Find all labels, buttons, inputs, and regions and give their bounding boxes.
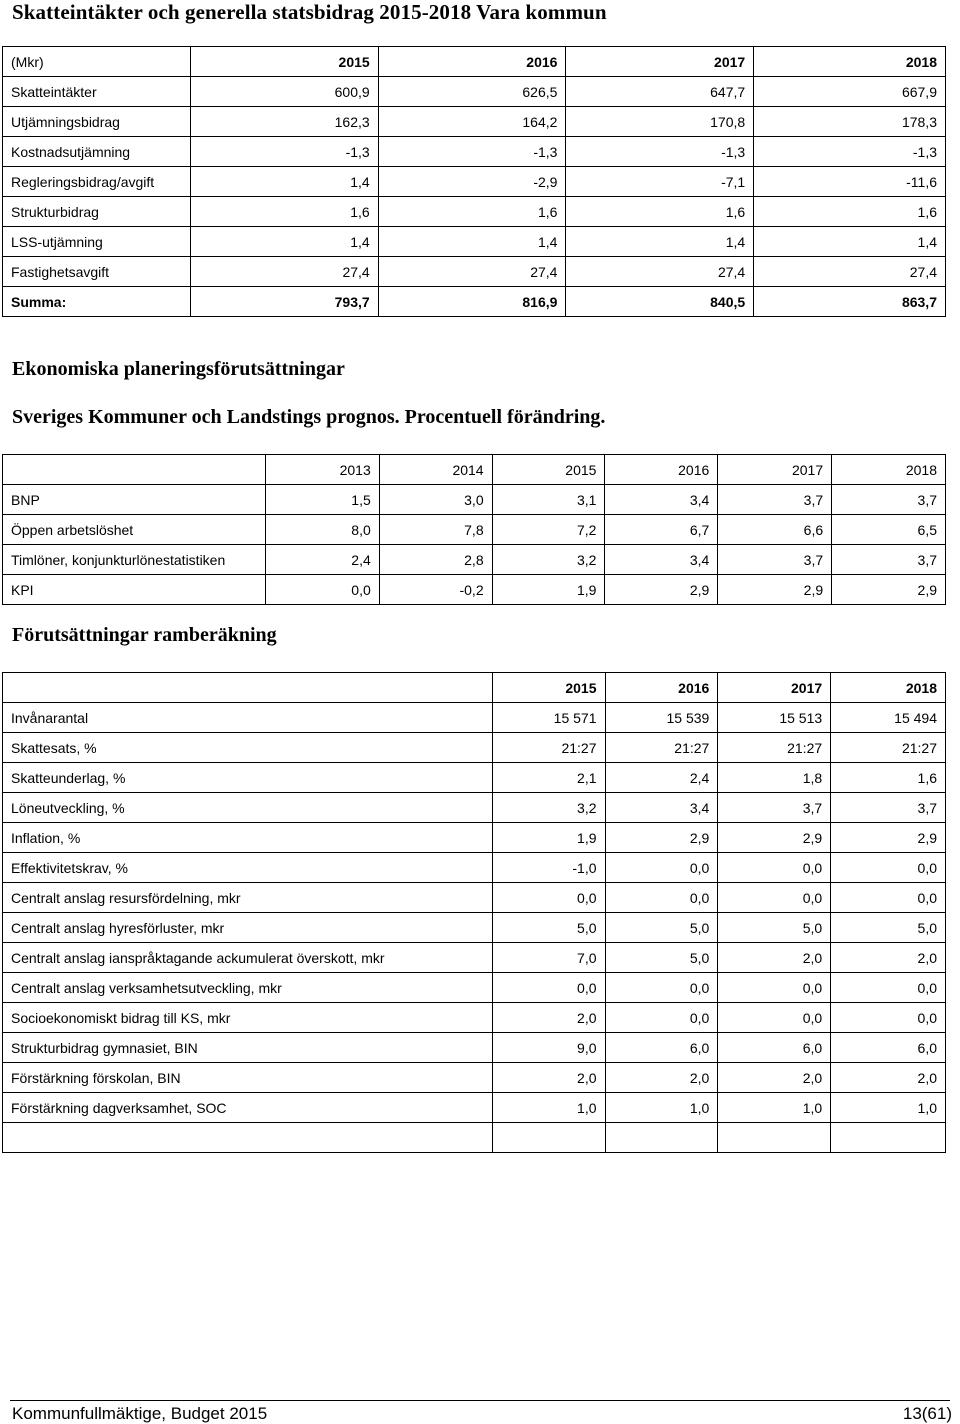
table-cell: 5,0 bbox=[718, 913, 831, 943]
table-cell: 2,4 bbox=[265, 545, 379, 575]
table-cell: 2,0 bbox=[492, 1003, 605, 1033]
table-cell: 3,0 bbox=[379, 485, 492, 515]
table-header-row bbox=[3, 673, 946, 703]
table-cell: 2,0 bbox=[718, 943, 831, 973]
row-label: Centralt anslag resursfördelning, mkr bbox=[3, 883, 493, 913]
frame-assumptions-table bbox=[2, 672, 946, 1153]
row-label: Utjämningsbidrag bbox=[3, 107, 191, 137]
table-cell: 1,9 bbox=[492, 575, 605, 605]
footer-document-name: Kommunfullmäktige, Budget 2015 bbox=[12, 1404, 268, 1423]
table-cell: 2,0 bbox=[718, 1063, 831, 1093]
table-cell: 27,4 bbox=[566, 257, 754, 287]
table-cell: 2018 bbox=[831, 673, 946, 703]
row-label: Invånarantal bbox=[3, 703, 493, 733]
table-cell: 3,4 bbox=[605, 793, 718, 823]
table-cell: -1,3 bbox=[754, 137, 946, 167]
row-label: Regleringsbidrag/avgift bbox=[3, 167, 191, 197]
empty-cell bbox=[492, 1123, 605, 1153]
table-cell: 27,4 bbox=[754, 257, 946, 287]
table-row bbox=[3, 227, 946, 257]
table-cell: 2015 bbox=[190, 47, 378, 77]
row-label: LSS-utjämning bbox=[3, 227, 191, 257]
table-cell: -1,0 bbox=[492, 853, 605, 883]
row-label: Förstärkning förskolan, BIN bbox=[3, 1063, 493, 1093]
table-cell: 21:27 bbox=[605, 733, 718, 763]
table-cell: 21:27 bbox=[718, 733, 831, 763]
table-cell: 1,5 bbox=[265, 485, 379, 515]
table-cell: 7,8 bbox=[379, 515, 492, 545]
table-cell: 3,7 bbox=[831, 793, 946, 823]
table-cell: 840,5 bbox=[566, 287, 754, 317]
table-cell: 6,0 bbox=[718, 1033, 831, 1063]
table-cell: 1,0 bbox=[492, 1093, 605, 1123]
row-label: Skatteintäkter bbox=[3, 77, 191, 107]
table-cell: 1,6 bbox=[190, 197, 378, 227]
row-label: Skattesats, % bbox=[3, 733, 493, 763]
table-row bbox=[3, 1003, 946, 1033]
table-cell: 2,9 bbox=[831, 823, 946, 853]
table-cell: 8,0 bbox=[265, 515, 379, 545]
table-cell: 2,0 bbox=[605, 1063, 718, 1093]
row-label: Strukturbidrag bbox=[3, 197, 191, 227]
empty-cell bbox=[3, 1123, 493, 1153]
table-cell: 15 513 bbox=[718, 703, 831, 733]
row-label: Förstärkning dagverksamhet, SOC bbox=[3, 1093, 493, 1123]
table-cell: -7,1 bbox=[566, 167, 754, 197]
table-cell: 0,0 bbox=[718, 1003, 831, 1033]
table-cell: -0,2 bbox=[379, 575, 492, 605]
table-cell: 0,0 bbox=[605, 1003, 718, 1033]
table-cell: 3,2 bbox=[492, 793, 605, 823]
table-row bbox=[3, 763, 946, 793]
table-cell: 2,9 bbox=[718, 823, 831, 853]
table-cell: 2,1 bbox=[492, 763, 605, 793]
table-cell: 2,0 bbox=[831, 1063, 946, 1093]
table-cell: 0,0 bbox=[605, 883, 718, 913]
row-label: Centralt anslag verksamhetsutveckling, mkr bbox=[3, 973, 493, 1003]
section-title-frame: Förutsättningar ramberäkning bbox=[12, 624, 277, 646]
table-row bbox=[3, 107, 946, 137]
footer-divider bbox=[10, 1400, 950, 1401]
table-cell: 0,0 bbox=[605, 853, 718, 883]
table-cell: 2018 bbox=[754, 47, 946, 77]
row-label: Effektivitetskrav, % bbox=[3, 853, 493, 883]
footer-page-number: 13(61) bbox=[902, 1404, 952, 1423]
table-cell: 2016 bbox=[378, 47, 566, 77]
table-cell: 5,0 bbox=[492, 913, 605, 943]
empty-cell bbox=[718, 1123, 831, 1153]
table-cell: 178,3 bbox=[754, 107, 946, 137]
table-cell: 3,7 bbox=[832, 485, 946, 515]
table-cell: 7,0 bbox=[492, 943, 605, 973]
forecast-table bbox=[2, 454, 946, 605]
row-label: KPI bbox=[3, 575, 266, 605]
table-row bbox=[3, 943, 946, 973]
row-label: Socioekonomiskt bidrag till KS, mkr bbox=[3, 1003, 493, 1033]
table-cell: -1,3 bbox=[190, 137, 378, 167]
table-cell: 667,9 bbox=[754, 77, 946, 107]
table-sum-row bbox=[3, 287, 946, 317]
table-cell: 2016 bbox=[605, 673, 718, 703]
row-label: Timlöner, konjunkturlönestatistiken bbox=[3, 545, 266, 575]
table-cell: 5,0 bbox=[831, 913, 946, 943]
table-cell: 1,6 bbox=[831, 763, 946, 793]
table-row bbox=[3, 883, 946, 913]
table-row bbox=[3, 167, 946, 197]
table-cell: 5,0 bbox=[605, 913, 718, 943]
table-cell: 3,4 bbox=[605, 485, 718, 515]
row-label: Skatteunderlag, % bbox=[3, 763, 493, 793]
table-cell: 2014 bbox=[379, 455, 492, 485]
row-label bbox=[3, 455, 266, 485]
table-cell: 6,6 bbox=[718, 515, 832, 545]
tax-revenue-table bbox=[2, 46, 946, 317]
table-cell: 1,6 bbox=[566, 197, 754, 227]
row-label: BNP bbox=[3, 485, 266, 515]
table-cell: 2016 bbox=[605, 455, 718, 485]
table-cell: 27,4 bbox=[190, 257, 378, 287]
row-label: (Mkr) bbox=[3, 47, 191, 77]
table-cell: 2,9 bbox=[718, 575, 832, 605]
table-cell: 21:27 bbox=[831, 733, 946, 763]
table-row bbox=[3, 1063, 946, 1093]
table-row bbox=[3, 575, 946, 605]
row-label: Strukturbidrag gymnasiet, BIN bbox=[3, 1033, 493, 1063]
table-cell: 2015 bbox=[492, 673, 605, 703]
empty-cell bbox=[605, 1123, 718, 1153]
table-cell: 6,0 bbox=[605, 1033, 718, 1063]
row-label: Summa: bbox=[3, 287, 191, 317]
table-cell: 3,7 bbox=[718, 545, 832, 575]
table-cell: 0,0 bbox=[265, 575, 379, 605]
table-cell: 21:27 bbox=[492, 733, 605, 763]
table-cell: -11,6 bbox=[754, 167, 946, 197]
table-cell: 1,8 bbox=[718, 763, 831, 793]
table-header-row bbox=[3, 455, 946, 485]
table-row bbox=[3, 823, 946, 853]
table-cell: 0,0 bbox=[831, 973, 946, 1003]
table-row bbox=[3, 515, 946, 545]
table-cell: 1,0 bbox=[831, 1093, 946, 1123]
table-cell: 3,2 bbox=[492, 545, 605, 575]
table-row bbox=[3, 77, 946, 107]
table-cell: 0,0 bbox=[492, 973, 605, 1003]
table-cell: 2,9 bbox=[605, 823, 718, 853]
table-cell: 2,8 bbox=[379, 545, 492, 575]
table-cell: -1,3 bbox=[566, 137, 754, 167]
page-title: Skatteintäkter och generella statsbidrag 2015-2018 Vara kommun bbox=[12, 0, 607, 24]
table-cell: 2018 bbox=[832, 455, 946, 485]
table-cell: 1,4 bbox=[190, 167, 378, 197]
section-subtitle-forecast: Sveriges Kommuner och Landstings prognos. Procentuell förändring. bbox=[12, 406, 606, 428]
table-cell: 9,0 bbox=[492, 1033, 605, 1063]
table-header-row bbox=[3, 47, 946, 77]
table-cell: 0,0 bbox=[492, 883, 605, 913]
table-cell: 816,9 bbox=[378, 287, 566, 317]
table-cell: 2,4 bbox=[605, 763, 718, 793]
table-cell: 2,0 bbox=[831, 943, 946, 973]
table-cell: 1,4 bbox=[190, 227, 378, 257]
table-cell: 7,2 bbox=[492, 515, 605, 545]
row-label: Öppen arbetslöshet bbox=[3, 515, 266, 545]
table-cell: 162,3 bbox=[190, 107, 378, 137]
table-cell: 6,5 bbox=[832, 515, 946, 545]
table-cell: 3,7 bbox=[832, 545, 946, 575]
table-row bbox=[3, 545, 946, 575]
row-label: Fastighetsavgift bbox=[3, 257, 191, 287]
row-label: Löneutveckling, % bbox=[3, 793, 493, 823]
table-row bbox=[3, 1033, 946, 1063]
table-cell: 2015 bbox=[492, 455, 605, 485]
table-cell: 2,0 bbox=[492, 1063, 605, 1093]
table-cell: 626,5 bbox=[378, 77, 566, 107]
table-cell: 15 539 bbox=[605, 703, 718, 733]
table-cell: 0,0 bbox=[605, 973, 718, 1003]
table-cell: 0,0 bbox=[831, 853, 946, 883]
table-cell: 0,0 bbox=[831, 1003, 946, 1033]
table-row bbox=[3, 485, 946, 515]
row-label: Centralt anslag hyresförluster, mkr bbox=[3, 913, 493, 943]
table-row bbox=[3, 793, 946, 823]
table-row bbox=[3, 913, 946, 943]
table-cell: 1,4 bbox=[566, 227, 754, 257]
row-label: Inflation, % bbox=[3, 823, 493, 853]
table-cell: 170,8 bbox=[566, 107, 754, 137]
table-cell: 2017 bbox=[718, 673, 831, 703]
table-cell: 1,0 bbox=[718, 1093, 831, 1123]
table-cell: 1,4 bbox=[754, 227, 946, 257]
table-cell: 2013 bbox=[265, 455, 379, 485]
table-cell: 164,2 bbox=[378, 107, 566, 137]
table-cell: 1,4 bbox=[378, 227, 566, 257]
table-cell: 0,0 bbox=[831, 883, 946, 913]
empty-cell bbox=[831, 1123, 946, 1153]
table-cell: 0,0 bbox=[718, 853, 831, 883]
table-cell: 3,7 bbox=[718, 793, 831, 823]
table-empty-row bbox=[3, 1123, 946, 1153]
table-cell: 1,6 bbox=[754, 197, 946, 227]
table-row bbox=[3, 973, 946, 1003]
table-cell: 2,9 bbox=[832, 575, 946, 605]
row-label: Centralt anslag ianspråktagande ackumulerat överskott, mkr bbox=[3, 943, 493, 973]
row-label: Kostnadsutjämning bbox=[3, 137, 191, 167]
table-cell: 3,1 bbox=[492, 485, 605, 515]
table-cell: 6,7 bbox=[605, 515, 718, 545]
table-cell: 1,9 bbox=[492, 823, 605, 853]
row-label bbox=[3, 673, 493, 703]
table-cell: 863,7 bbox=[754, 287, 946, 317]
table-cell: 793,7 bbox=[190, 287, 378, 317]
table-row bbox=[3, 257, 946, 287]
table-row bbox=[3, 733, 946, 763]
table-cell: 647,7 bbox=[566, 77, 754, 107]
table-cell: -1,3 bbox=[378, 137, 566, 167]
table-cell: 1,6 bbox=[378, 197, 566, 227]
section-title-planning: Ekonomiska planeringsförutsättningar bbox=[12, 358, 345, 380]
table-cell: 600,9 bbox=[190, 77, 378, 107]
table-cell: -2,9 bbox=[378, 167, 566, 197]
table-cell: 2,9 bbox=[605, 575, 718, 605]
table-cell: 5,0 bbox=[605, 943, 718, 973]
table-cell: 1,0 bbox=[605, 1093, 718, 1123]
table-cell: 3,4 bbox=[605, 545, 718, 575]
table-cell: 0,0 bbox=[718, 883, 831, 913]
table-cell: 3,7 bbox=[718, 485, 832, 515]
table-row bbox=[3, 703, 946, 733]
table-cell: 15 494 bbox=[831, 703, 946, 733]
table-cell: 2017 bbox=[566, 47, 754, 77]
table-cell: 27,4 bbox=[378, 257, 566, 287]
table-cell: 6,0 bbox=[831, 1033, 946, 1063]
table-row bbox=[3, 1093, 946, 1123]
table-cell: 15 571 bbox=[492, 703, 605, 733]
table-cell: 0,0 bbox=[718, 973, 831, 1003]
table-row bbox=[3, 197, 946, 227]
table-cell: 2017 bbox=[718, 455, 832, 485]
table-row bbox=[3, 137, 946, 167]
table-row bbox=[3, 853, 946, 883]
